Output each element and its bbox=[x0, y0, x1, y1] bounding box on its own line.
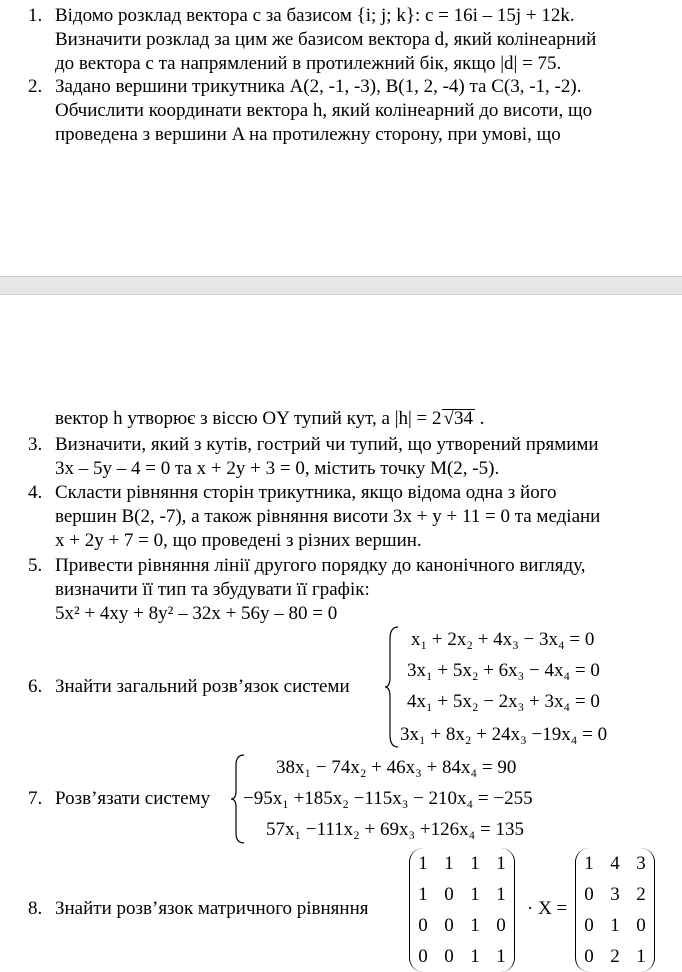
system-7-eq: −95x₁ +185x₂ −115x₃ − 210x₄ = −255 bbox=[243, 788, 533, 809]
matrix-cell: 1 bbox=[610, 914, 620, 936]
matrix-cell: 1 bbox=[584, 852, 594, 874]
matrix-cell: 1 bbox=[470, 914, 480, 936]
matrix-cell: 0 bbox=[444, 914, 454, 936]
problem-line: Задано вершини трикутника A(2, -1, -3), B(1, 2, -4) та C(3, -1, -2). bbox=[55, 76, 582, 97]
problem-line: Скласти рівняння сторін трикутника, якщо відома одна з його bbox=[55, 482, 557, 503]
matrix-cell: 1 bbox=[470, 883, 480, 905]
matrix-cell: 0 bbox=[418, 945, 428, 967]
problem-number: 5. bbox=[28, 555, 43, 576]
problem-number: 1. bbox=[28, 5, 43, 26]
page-break bbox=[0, 276, 682, 295]
matrix-cell: 3 bbox=[636, 852, 646, 874]
problem-line: Знайти загальний розв’язок системи bbox=[55, 676, 350, 697]
problem-line: Відомо розклад вектора c за базисом {i; j; k}: c = 16i – 15j + 12k. bbox=[55, 5, 575, 26]
system-7-eq: 57x₁ −111x₂ + 69x₃ +126x₄ = 135 bbox=[266, 819, 524, 840]
system-6-eq: 3x₁ + 8x₂ + 24x₃ −19x₄ = 0 bbox=[400, 724, 608, 745]
matrix-cell: 2 bbox=[610, 945, 620, 967]
sqrt-34: √34 bbox=[443, 408, 473, 429]
matrix-operator: · X = bbox=[527, 898, 568, 919]
problem-number: 3. bbox=[28, 434, 43, 455]
matrix-cell: 1 bbox=[444, 852, 454, 874]
problem-line: проведена з вершини A на протилежну сторону, при умові, що bbox=[55, 124, 561, 145]
problem-line: Визначити, який з кутів, гострий чи тупий, що утворений прямими bbox=[55, 434, 599, 455]
problem-number: 4. bbox=[28, 482, 43, 503]
system-6-eq: 3x₁ + 5x₂ + 6x₃ − 4x₄ = 0 bbox=[407, 660, 600, 681]
problem-line: вершин B(2, -7), а також рівняння висоти 3x + y + 11 = 0 та медіани bbox=[55, 506, 601, 527]
problem-line: до вектора c та напрямлений в протилежний бік, якщо |d| = 75. bbox=[55, 53, 562, 74]
system-7-eq: 38x₁ − 74x₂ + 46x₃ + 84x₄ = 90 bbox=[276, 757, 517, 778]
problem-line: Привести рівняння лінії другого порядку до канонічного вигляду, bbox=[55, 555, 586, 576]
matrix-a bbox=[409, 848, 515, 972]
problem-line: Обчислити координати вектора h, який колінеарний до висоти, що bbox=[55, 100, 593, 121]
equation-5: 5x² + 4xy + 8y² – 32x + 56y – 80 = 0 bbox=[55, 603, 338, 624]
matrix-cell: 3 bbox=[610, 883, 620, 905]
matrix-cell: 0 bbox=[496, 914, 506, 936]
problem-number: 2. bbox=[28, 76, 43, 97]
matrix-cell: 0 bbox=[584, 883, 594, 905]
system-6-eq: 4x₁ + 5x₂ − 2x₃ + 3x₄ = 0 bbox=[407, 691, 600, 712]
problem-number: 6. bbox=[28, 676, 43, 697]
matrix-cell: 1 bbox=[496, 852, 506, 874]
problem-line: визначити її тип та збудувати її графік: bbox=[55, 579, 370, 600]
matrix-cell: 1 bbox=[636, 945, 646, 967]
problem-line: Розв’язати систему bbox=[55, 788, 211, 809]
problem-line: вектор h утворює з віссю OY тупий кут, а |h| = 2 bbox=[55, 408, 442, 429]
matrix-cell: 1 bbox=[418, 852, 428, 874]
matrix-cell: 0 bbox=[444, 945, 454, 967]
problem-line: Знайти розв’язок матричного рівняння bbox=[55, 898, 369, 919]
problem-line: x + 2y + 7 = 0, що проведені з різних вершин. bbox=[55, 530, 422, 551]
matrix-cell: 0 bbox=[418, 914, 428, 936]
matrix-cell: 0 bbox=[636, 914, 646, 936]
problem-line: Визначити розклад за цим же базисом вектора d, який колінеарний bbox=[55, 29, 597, 50]
matrix-cell: 1 bbox=[496, 945, 506, 967]
problem-line: 3x – 5y – 4 = 0 та x + 2y + 3 = 0, містить точку M(2, -5). bbox=[55, 458, 500, 479]
matrix-cell: 1 bbox=[418, 883, 428, 905]
page-bottom: вектор h утворює з віссю OY тупий кут, а |h| = 2 √34 . 3. Визначити, який з кутів, гострий чи тупий, що утворений прямими 3x – 5y – 4 = 0 та x + 2y + 3 = 0, містить точку M(2, -5). 4. Скласти рівняння сторін трикутника, якщо відома одна з його вершин B(2, -7), а також рівняння висоти 3x + y + 11 = 0 та медіани x + 2y + 7 = 0, що проведені з різних вершин. 5. Привести рівняння лінії другого порядку до канонічного вигляду, визначити її тип та збудувати її графік: 5x² + 4xy + 8y² – 32x + 56y – 80 = 0 6. Знайти загальний розв’язок системи x₁ + 2x₂ + 4x₃ − 3x₄ = 0 3x₁ + 5x₂ + 6x₃ − 4x₄ = 0 4x₁ + 5x₂ − 2x₃ + 3x₄ = 0 3x₁ + 8x₂ + 24x₃ −19x₄ = 0 7. Розв’язати систему 38x₁ − 74x₂ + 46x₃ + 84x₄ = 90 −95x₁ +185x₂ −115x₃ − 210x₄ = −255 57x₁ −111x₂ + 69x₃ +126x₄ = 135 8. Знайти розв’язок матричного рівняння 1 1 1 1 1 0 1 1 0 0 1 0 0 0 1 1 · X = 1 4 3 0 3 2 0 1 0 0 2 1 bbox=[0, 295, 682, 963]
matrix-cell: 4 bbox=[610, 852, 620, 874]
matrix-cell: 1 bbox=[470, 945, 480, 967]
matrix-cell: 0 bbox=[444, 883, 454, 905]
matrix-cell: 0 bbox=[584, 945, 594, 967]
system-6-eq: x₁ + 2x₂ + 4x₃ − 3x₄ = 0 bbox=[411, 629, 595, 650]
system-6-brace bbox=[384, 625, 400, 749]
problem-number: 8. bbox=[28, 898, 43, 919]
matrix-b bbox=[575, 848, 655, 972]
matrix-cell: 1 bbox=[470, 852, 480, 874]
page-top bbox=[0, 0, 682, 276]
matrix-cell: 2 bbox=[636, 883, 646, 905]
matrix-cell: 1 bbox=[496, 883, 506, 905]
problem-number: 7. bbox=[28, 788, 43, 809]
matrix-cell: 0 bbox=[584, 914, 594, 936]
